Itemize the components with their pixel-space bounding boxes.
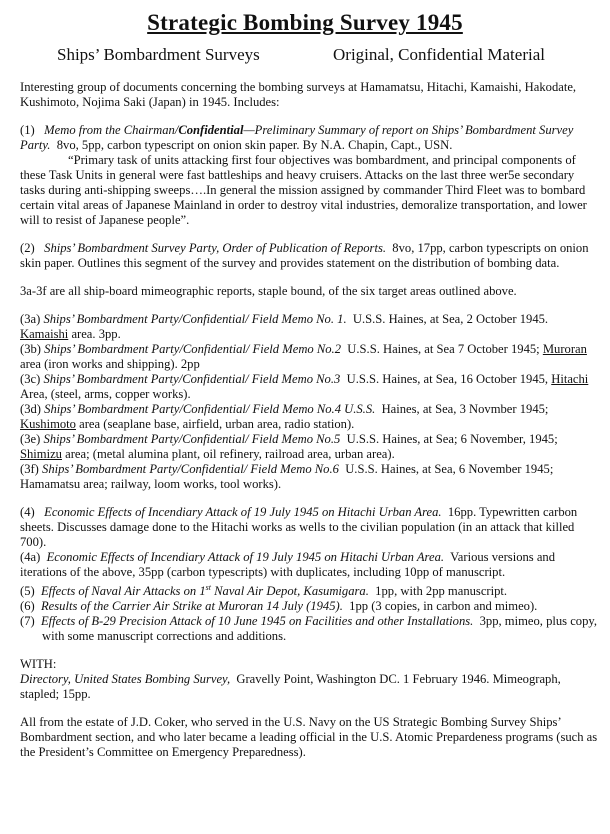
item-4a: (4a) Economic Effects of Incendiary Attack of 19 July 1945 on Hitachi Urban Area. Various versions and iterations of the above, 35pp (carbon typescripts) with duplicates, including 10pp of manuscript. <box>20 550 556 579</box>
item-3d: (3d) Ships’ Bombardment Party/Confidential/ Field Memo No.4 U.S.S. Haines, at Sea, 3 Novmber 1945; Kushimoto area (seaplane base, airfield, urban area, radio station). <box>20 402 549 431</box>
page-title: Strategic Bombing Survey 1945 <box>147 10 463 35</box>
subtitle-right: Original, Confidential Material <box>333 45 545 64</box>
item-2-title: Ships’ Bombardment Survey Party, Order of Publication of Reports. <box>44 241 386 255</box>
subtitle-left: Ships’ Bombardment Surveys <box>57 45 260 64</box>
item-3b: (3b) Ships’ Bombardment Party/Confidential/ Field Memo No.2 U.S.S. Haines, at Sea 7 October 1945; Muroran area (iron works and shipping). 2pp <box>20 342 587 371</box>
item-3e: (3e) Ships’ Bombardment Party/Confidential/ Field Memo No.5 U.S.S. Haines, at Sea; 6 November, 1945; Shimizu area; (metal alumina plant, oil refinery, railroad area, urban area). <box>20 432 558 461</box>
with-entry: Directory, United States Bombing Survey, Gravelly Point, Washington DC. 1 February 1946. Mimeograph, stapled; 15pp. <box>20 672 561 702</box>
with-label: WITH: <box>20 657 57 672</box>
item-3a: (3a) Ships’ Bombardment Party/Confidential/ Field Memo No. 1. U.S.S. Haines, at Sea, 2 October 1945. Kamaishi area. 3pp. <box>20 312 549 341</box>
item-5: (5) Effects of Naval Air Attacks on 1st Naval Air Depot, Kasumigara. 1pp, with 2pp manuscript. <box>20 583 508 599</box>
document-body <box>20 80 598 760</box>
item-7: (7) Effects of B-29 Precision Attack of 10 June 1945 on Facilities and other Installations. 3pp, mimeo, plus copy, with some manuscript corrections and additions. <box>20 614 598 644</box>
item-1-title-c: —Preliminary Summary of report on Ships’ Bombardment Survey Party. <box>20 123 574 152</box>
item-1: (1) Memo from the Chairman/Confidential—Preliminary Summary of report on Ships’ Bombardment Survey Party. 8vo, 5pp, carbon typescript on onion skin paper. By N.A. Chapin, Capt., USN. <box>20 123 574 152</box>
item-6: (6) Results of the Carrier Air Strike at Muroran 14 July (1945). 1pp (3 copies, in carbon and mimeo). <box>20 599 538 614</box>
closing-paragraph: All from the estate of J.D. Coker, who served in the U.S. Navy on the US Strategic Bombing Survey Ships’ Bombardment section, and who later became a leading official in the U.S. Atomic Prepardeness programs (such as the President’s Committee on Emergency Preparedness). <box>20 715 598 760</box>
item-3-intro: 3a-3f are all ship-board mimeographic reports, staple bound, of the six target areas outlined above. <box>20 284 517 298</box>
item-1-desc: 8vo, 5pp, carbon typescript on onion skin paper. By N.A. Chapin, Capt., USN. <box>56 138 453 152</box>
item-1-title-b: Confidential <box>178 123 244 137</box>
item-2: (2) Ships’ Bombardment Survey Party, Order of Publication of Reports. 8vo, 17pp, carbon typescripts on onion skin paper. Outlines this segment of the survey and provides statement on the distribution of bombing data. <box>20 241 589 270</box>
item-2-desc: 8vo, 17pp, carbon typescripts on onion skin paper. Outlines this segment of the survey and provides statement on the distribution of bombing data. <box>20 241 589 270</box>
item-3f: (3f) Ships’ Bombardment Party/Confidential/ Field Memo No.6 U.S.S. Haines, at Sea, 6 November 1945; Hamamatsu area; railway, loom works, tool works). <box>20 462 554 491</box>
item-4: (4) Economic Effects of Incendiary Attack of 19 July 1945 on Hitachi Urban Area. 16pp. Typewritten carbon sheets. Discusses damage done to the Hitachi works as wells to the civilian population (in an attack that killed 700). <box>20 505 578 549</box>
item-1-quote: “Primary task of units attacking first four objectives was bombardment, and principal components of these Task Units in general were fast battleships and heavy cruisers. Attacks on the last three wer5e secondary tasks during anti-shipping sweeps….In general the mission assigned by commander Third Fleet was to bombard certain vital areas of Japanese Mainland in order to destroy vital industries, demoralize transportation, and lower will to resist of Japanese people”. <box>20 153 587 227</box>
intro-paragraph: Interesting group of documents concerning the bombing surveys at Hamamatsu, Hitachi, Kamaishi, Hakodate, Kushimoto, Nojima Saki (Japan) in 1945. Includes: <box>20 80 577 109</box>
item-3c: (3c) Ships’ Bombardment Party/Confidential/ Field Memo No.3 U.S.S. Haines, at Sea, 16 October 1945, Hitachi Area, (steel, arms, copper works). <box>20 372 589 401</box>
item-1-title-a: Memo from the Chairman/ <box>44 123 179 137</box>
